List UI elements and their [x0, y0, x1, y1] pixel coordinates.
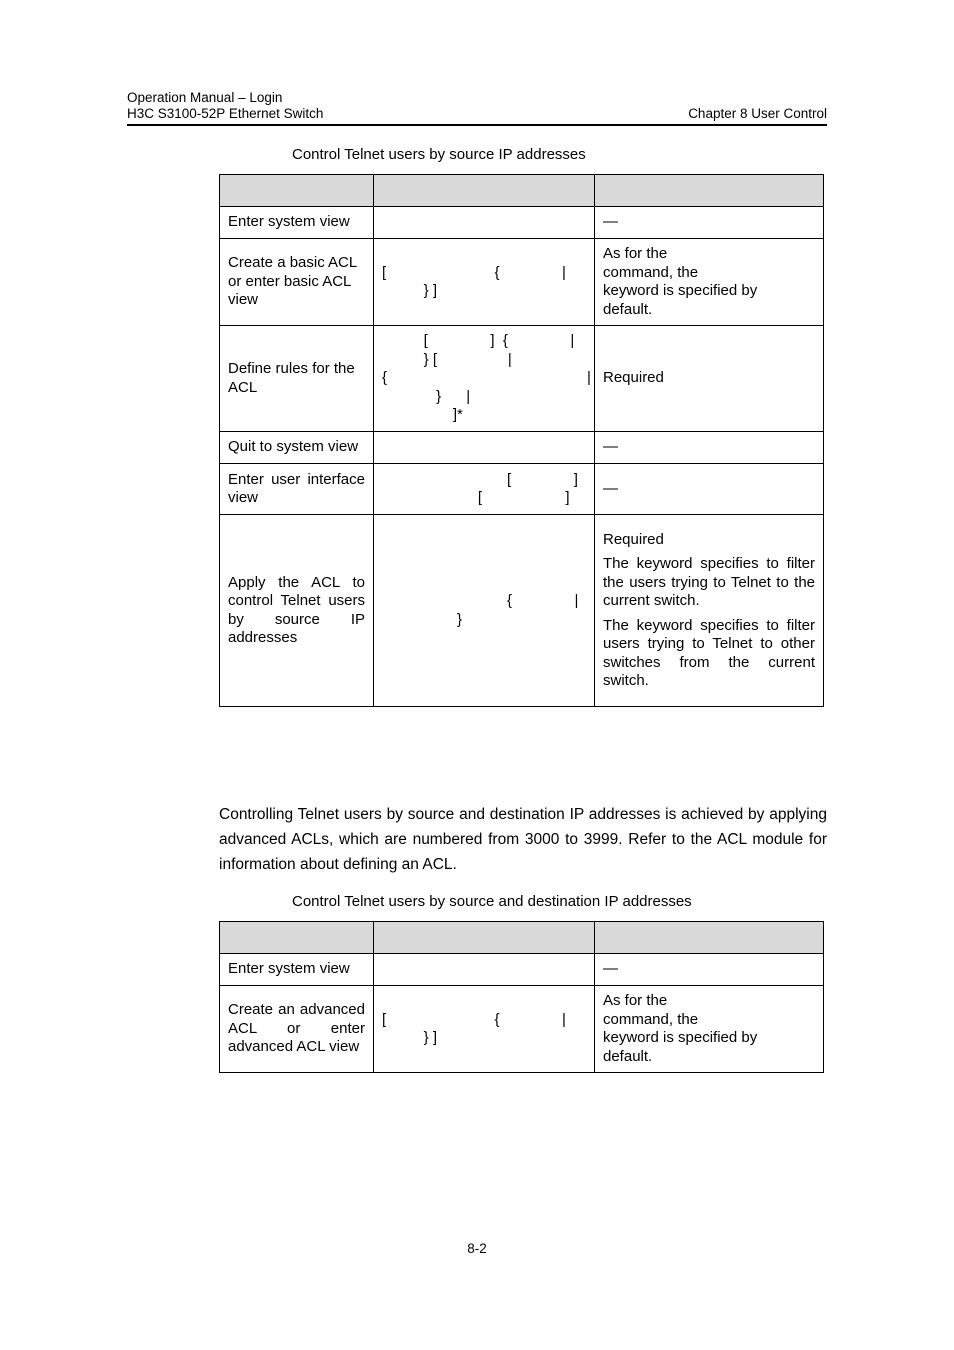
table-row	[220, 239, 824, 326]
table2	[219, 921, 824, 1073]
command-cell	[374, 954, 595, 986]
command-cell: [ ] [ ]	[374, 464, 595, 515]
operation-cell: Create an advanced ACL or enter advanced ACL view	[220, 986, 374, 1073]
operation-cell: Enter system view	[220, 207, 374, 239]
table2-header-operation	[220, 922, 374, 954]
table-row	[220, 515, 824, 707]
chapter-title: Chapter 8 User Control	[688, 106, 827, 121]
table1-header-command	[374, 175, 595, 207]
command-cell: [ { | } ]	[374, 239, 595, 326]
table-row	[220, 954, 824, 986]
table2-header-command	[374, 922, 595, 954]
table2-caption: Control Telnet users by source and destination IP addresses	[292, 893, 692, 910]
command-cell: { | }	[374, 515, 595, 707]
operation-cell: Quit to system view	[220, 432, 374, 464]
product-name: H3C S3100-52P Ethernet Switch	[127, 106, 324, 121]
description-cell: —	[595, 207, 824, 239]
command-cell	[374, 207, 595, 239]
table-row	[220, 207, 824, 239]
operation-cell: Define rules for the ACL	[220, 326, 374, 432]
description-cell: Required	[595, 326, 824, 432]
description-cell: As for the command, the keyword is specified by default.	[595, 986, 824, 1073]
description-cell: As for the command, the keyword is specified by default.	[595, 239, 824, 326]
table-row	[220, 464, 824, 515]
operation-cell: Enter system view	[220, 954, 374, 986]
description-outbound: The keyword specifies to filter users trying to Telnet to other switches from the current switch.	[603, 616, 815, 689]
description-cell: —	[595, 954, 824, 986]
page-number: 8-2	[467, 1241, 487, 1256]
description-cell: —	[595, 432, 824, 464]
operation-cell: Create a basic ACL or enter basic ACL view	[220, 239, 374, 326]
table1-header-row	[220, 175, 824, 207]
table1-header-description	[595, 175, 824, 207]
description-cell: —	[595, 464, 824, 515]
description-required: Required	[603, 530, 664, 548]
table-row	[220, 326, 824, 432]
table-row	[220, 432, 824, 464]
operation-cell: Enter user interface view	[220, 464, 374, 515]
body-paragraph: Controlling Telnet users by source and destination IP addresses is achieved by applying advanced ACLs, which are numbered from 3000 to 3999. Refer to the ACL module for information about defining an ACL.	[219, 806, 827, 873]
page-header	[127, 90, 827, 122]
header-rule	[127, 124, 827, 126]
table2-header-description	[595, 922, 824, 954]
command-cell: [ { | } ]	[374, 986, 595, 1073]
command-cell: [ ] { | } [ | { | } | ]*	[374, 326, 595, 432]
table1-header-operation	[220, 175, 374, 207]
command-cell	[374, 432, 595, 464]
table2-header-row	[220, 922, 824, 954]
manual-title: Operation Manual – Login	[127, 90, 283, 105]
description-inbound: The keyword specifies to filter the users trying to Telnet to the current switch.	[603, 555, 815, 609]
table-row	[220, 986, 824, 1073]
description-cell	[595, 515, 824, 707]
table1-caption: Control Telnet users by source IP addresses	[292, 146, 586, 163]
table1	[219, 174, 824, 707]
operation-cell: Apply the ACL to control Telnet users by source IP addresses	[220, 515, 374, 707]
